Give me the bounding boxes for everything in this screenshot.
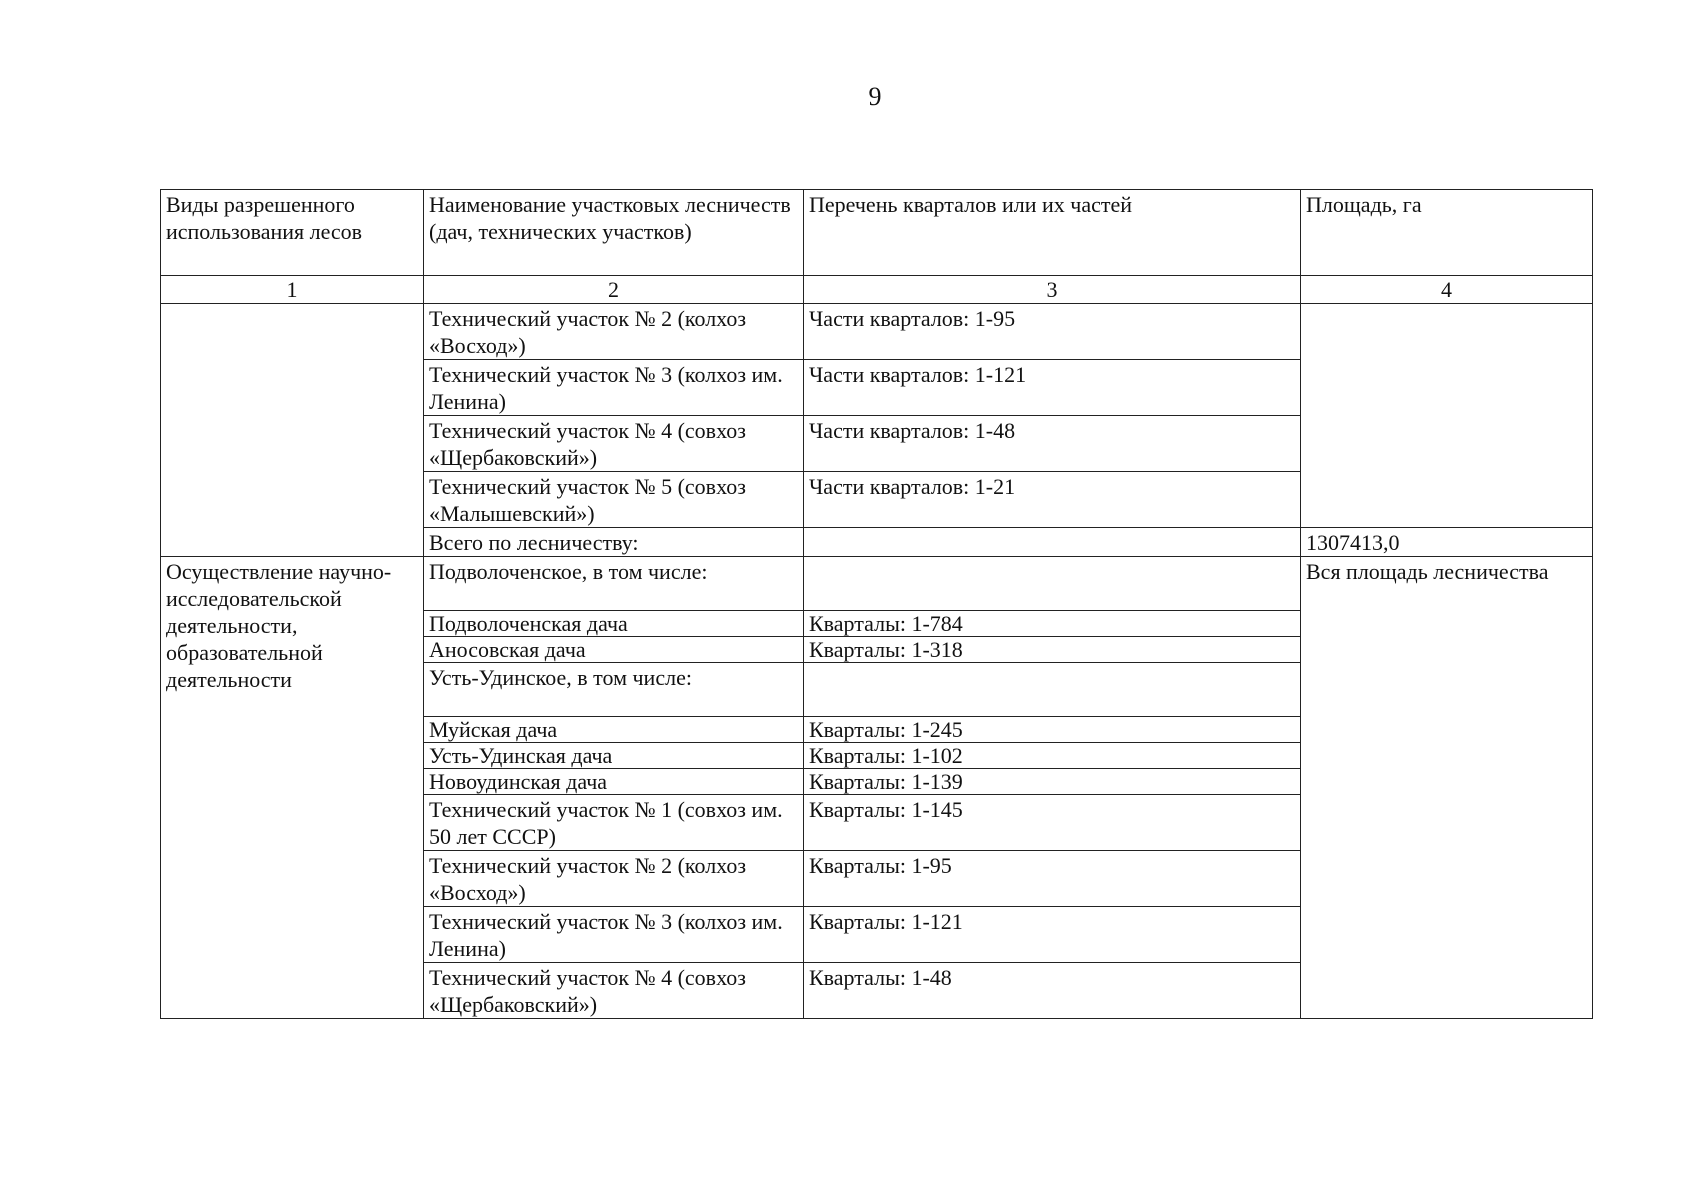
header-use-type: Виды разрешенного использования лесов bbox=[161, 190, 424, 276]
quarters-cell: Кварталы: 1-95 bbox=[804, 851, 1301, 907]
header-area: Площадь, га bbox=[1301, 190, 1593, 276]
column-number: 3 bbox=[804, 276, 1301, 304]
table-row bbox=[161, 304, 1593, 360]
quarters-cell: Части кварталов: 1-121 bbox=[804, 360, 1301, 416]
quarters-cell bbox=[804, 557, 1301, 611]
forestry-name-cell: Технический участок № 1 (совхоз им. 50 лет СССР) bbox=[424, 795, 804, 851]
quarters-cell: Кварталы: 1-121 bbox=[804, 907, 1301, 963]
header-quarters: Перечень кварталов или их частей bbox=[804, 190, 1301, 276]
forestry-name-cell: Усть-Удинское, в том числе: bbox=[424, 663, 804, 717]
quarters-cell: Кварталы: 1-102 bbox=[804, 743, 1301, 769]
quarters-cell: Кварталы: 1-784 bbox=[804, 611, 1301, 637]
forestry-name-cell: Новоудинская дача bbox=[424, 769, 804, 795]
quarters-cell: Части кварталов: 1-21 bbox=[804, 472, 1301, 528]
quarters-cell: Части кварталов: 1-95 bbox=[804, 304, 1301, 360]
total-area: 1307413,0 bbox=[1301, 528, 1593, 557]
quarters-cell: Кварталы: 1-318 bbox=[804, 637, 1301, 663]
forest-use-table bbox=[160, 189, 1593, 1019]
forestry-name-cell: Подволоченская дача bbox=[424, 611, 804, 637]
area-cell-empty bbox=[1301, 304, 1593, 528]
table-header-row bbox=[161, 190, 1593, 276]
forestry-name-cell: Технический участок № 3 (колхоз им. Ленина) bbox=[424, 360, 804, 416]
column-numbers-row bbox=[161, 276, 1593, 304]
header-forestry-name: Наименование участковых лесничеств (дач, технических участков) bbox=[424, 190, 804, 276]
quarters-cell bbox=[804, 528, 1301, 557]
forestry-name-cell: Подволоченское, в том числе: bbox=[424, 557, 804, 611]
area-cell: Вся площадь лесничества bbox=[1301, 557, 1593, 1019]
column-number: 4 bbox=[1301, 276, 1593, 304]
quarters-cell: Части кварталов: 1-48 bbox=[804, 416, 1301, 472]
page-number: 9 bbox=[868, 82, 882, 111]
quarters-cell: Кварталы: 1-245 bbox=[804, 717, 1301, 743]
column-number: 2 bbox=[424, 276, 804, 304]
table-row bbox=[161, 557, 1593, 611]
forestry-name-cell: Усть-Удинская дача bbox=[424, 743, 804, 769]
forestry-name-cell: Муйская дача bbox=[424, 717, 804, 743]
forestry-name-cell: Технический участок № 3 (колхоз им. Ленина) bbox=[424, 907, 804, 963]
column-number: 1 bbox=[161, 276, 424, 304]
total-label: Всего по лесничеству: bbox=[424, 528, 804, 557]
quarters-cell bbox=[804, 663, 1301, 717]
forestry-name-cell: Технический участок № 5 (совхоз «Малышевский») bbox=[424, 472, 804, 528]
use-type-cell: Осуществление научно-исследовательской деятельности, образовательной деятельности bbox=[161, 557, 424, 1019]
use-type-cell-empty bbox=[161, 304, 424, 557]
forestry-name-cell: Технический участок № 2 (колхоз «Восход») bbox=[424, 304, 804, 360]
forestry-name-cell: Аносовская дача bbox=[424, 637, 804, 663]
forestry-name-cell: Технический участок № 4 (совхоз «Щербаковский») bbox=[424, 416, 804, 472]
quarters-cell: Кварталы: 1-145 bbox=[804, 795, 1301, 851]
quarters-cell: Кварталы: 1-48 bbox=[804, 963, 1301, 1019]
quarters-cell: Кварталы: 1-139 bbox=[804, 769, 1301, 795]
forestry-name-cell: Технический участок № 2 (колхоз «Восход») bbox=[424, 851, 804, 907]
forestry-name-cell: Технический участок № 4 (совхоз «Щербаковский») bbox=[424, 963, 804, 1019]
